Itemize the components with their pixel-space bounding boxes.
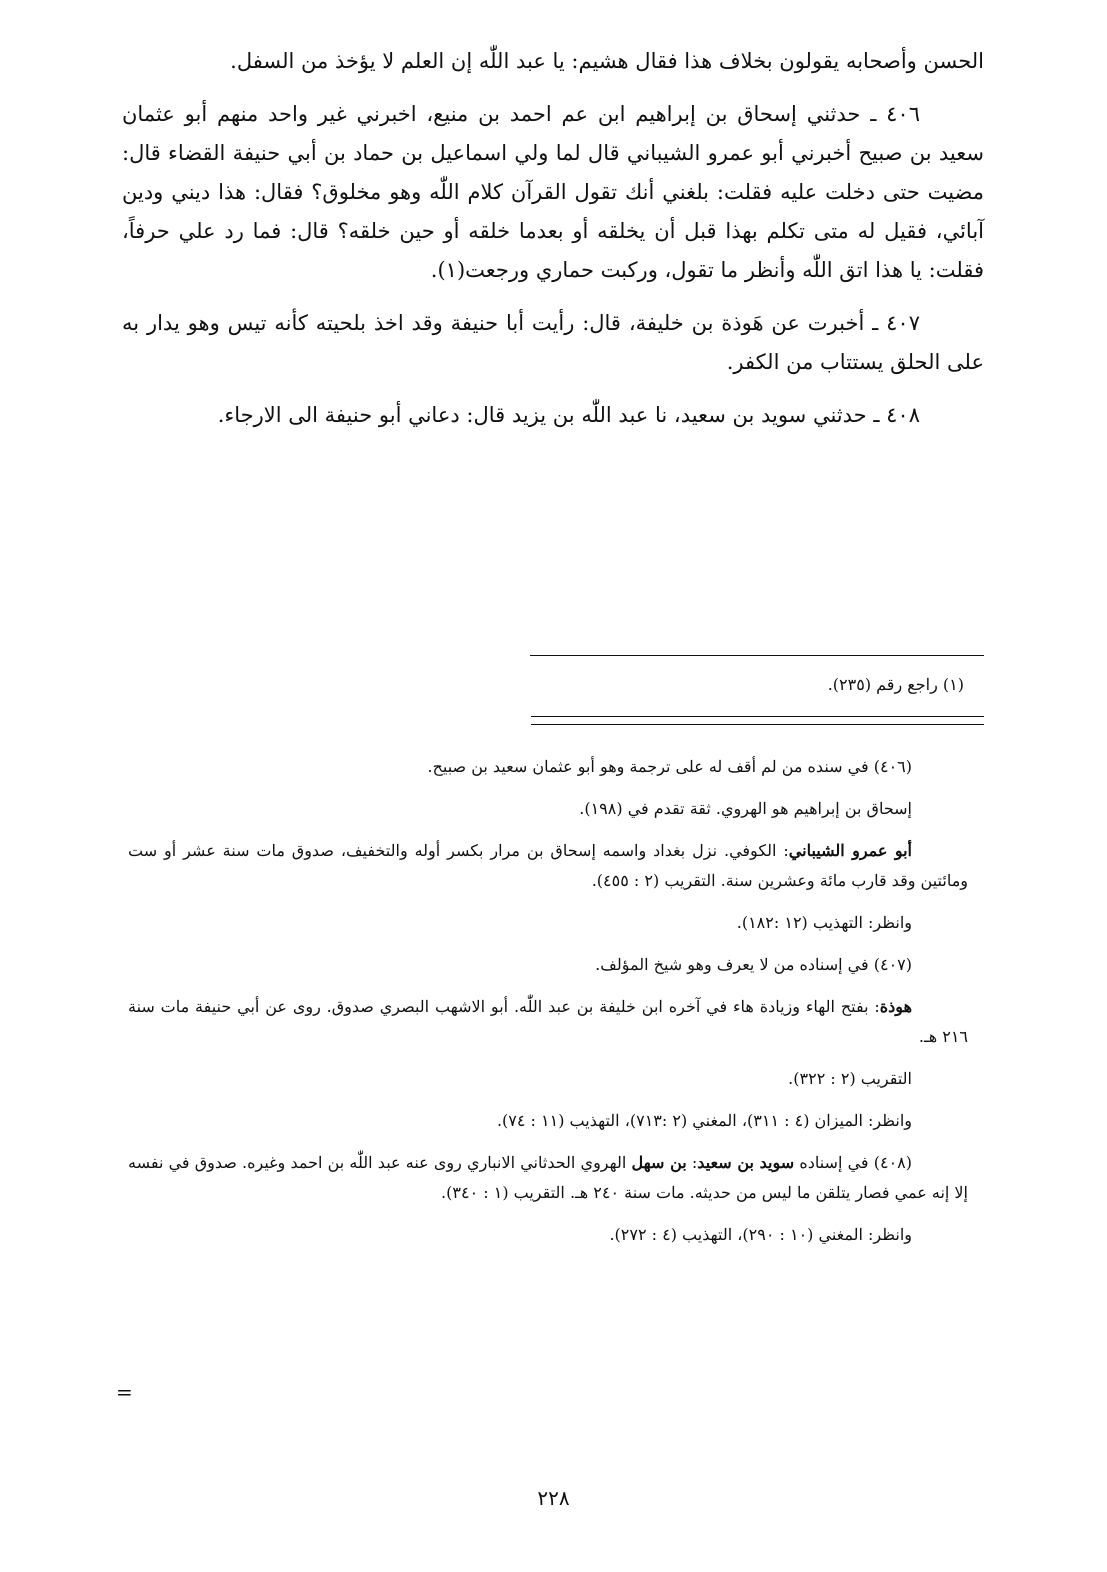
page-number: ٢٢٨ xyxy=(537,1486,570,1510)
note-text: : بفتح الهاء وزيادة هاء في آخره ابن خليفة بن عبد اللّٰه. أبو الاشهب البصري صدوق. روى عن أبي حنيفة مات سنة ٢١٦ هـ. xyxy=(128,997,968,1046)
note-406-abu-amr xyxy=(128,836,968,896)
note-text: : الكوفي. نزل بغداد واسمه إسحاق بن مرار بكسر أوله والتخفيف، صدوق مات سنة عشر أو ست ومائتين وقد قارب مائة وعشرين سنة. التقريب (٢ : ٤٥٥). xyxy=(128,841,968,890)
paragraph-408: ٤٠٨ ـ حدثني سويد بن سعيد، نا عبد اللّٰه بن يزيد قال: دعاني أبو حنيفة الى الارجاء. xyxy=(217,403,920,427)
note-term: سويد بن سعيد xyxy=(697,1153,795,1172)
note-407-hawdha xyxy=(128,992,968,1052)
commentary-notes xyxy=(128,752,968,1262)
note-406: (٤٠٦) في سنده من لم أقف له على ترجمة وهو أبو عثمان سعيد بن صبيح. xyxy=(427,757,912,776)
note-408 xyxy=(128,1148,968,1208)
note-term: أبو عمرو الشيباني xyxy=(788,841,912,860)
note-408-refs: وانظر: المغني (١٠ : ٢٩٠)، التهذيب (٤ : ٢٧٢). xyxy=(609,1225,912,1244)
note-407: (٤٠٧) في إسناده من لا يعرف وهو شيخ المؤلف. xyxy=(595,955,912,974)
paragraph-406: ٤٠٦ ـ حدثني إسحاق بن إبراهيم ابن عم احمد بن منيع، اخبرني غير واحد منهم أبو عثمان سعيد بن صبيح أخبرني أبو عمرو الشيباني قال لما ولي اسماعيل بن حماد بن أبي حنيفة القضاء قال: مضيت حتى دخلت عليه فقلت: بلغني أنك تقول القرآن كلام اللّٰه وهو مخلوق؟ فقال: هذا ديني ودين آبائي، فقيل له متى تكلم بهذا قبل أن يخلقه أو بعدما خلقه أو حين خلقه؟ قال: فما رد علي حرفاً، فقلت: يا هذا اتق اللّٰه وأنظر ما تقول، وركبت حماري ورجعت(١). xyxy=(122,102,984,282)
notes-divider-top xyxy=(531,716,984,717)
paragraph-407: ٤٠٧ ـ أخبرت عن هَوذة بن خليفة، قال: رأيت أبا حنيفة وقد اخذ بلحيته كأنه تيس وهو يدار به على الحلق يستتاب من الكفر. xyxy=(122,311,984,374)
main-text xyxy=(122,42,984,449)
paragraph-continuation: الحسن وأصحابه يقولون بخلاف هذا فقال هشيم: يا عبد اللّٰه إن العلم لا يؤخذ من السفل. xyxy=(230,49,984,73)
note-text: الهروي الحدثاني الانباري روى عنه عبد اللّٰه بن احمد وغيره. صدوق في نفسه إلا إنه عمي فصار يتلقن ما ليس من حديثه. مات سنة ٢٤٠ هـ. التقريب (١ : ٣٤٠). xyxy=(128,1153,968,1202)
notes-divider-bottom xyxy=(531,724,984,725)
footnote-1: (١) راجع رقم (٢٣٥). xyxy=(827,675,964,694)
footnote-divider xyxy=(530,655,984,656)
note-term: هوذة xyxy=(879,997,913,1016)
note-407-taqrib: التقريب (٢ : ٣٢٢). xyxy=(788,1069,912,1088)
note-term: بن سهل xyxy=(631,1153,687,1172)
note-406-refs: وانظر: التهذيب (١٢ :١٨٢). xyxy=(736,913,912,932)
continuation-mark: = xyxy=(116,1380,133,1404)
note-text: (٤٠٨) في إسناده xyxy=(794,1153,913,1172)
note-text: : xyxy=(686,1153,698,1172)
note-407-refs: وانظر: الميزان (٤ : ٣١١)، المغني (٢ :٧١٣)، التهذيب (١١ : ٧٤). xyxy=(496,1111,912,1130)
note-406-ishaq: إسحاق بن إبراهيم هو الهروي. ثقة تقدم في (١٩٨). xyxy=(579,799,912,818)
